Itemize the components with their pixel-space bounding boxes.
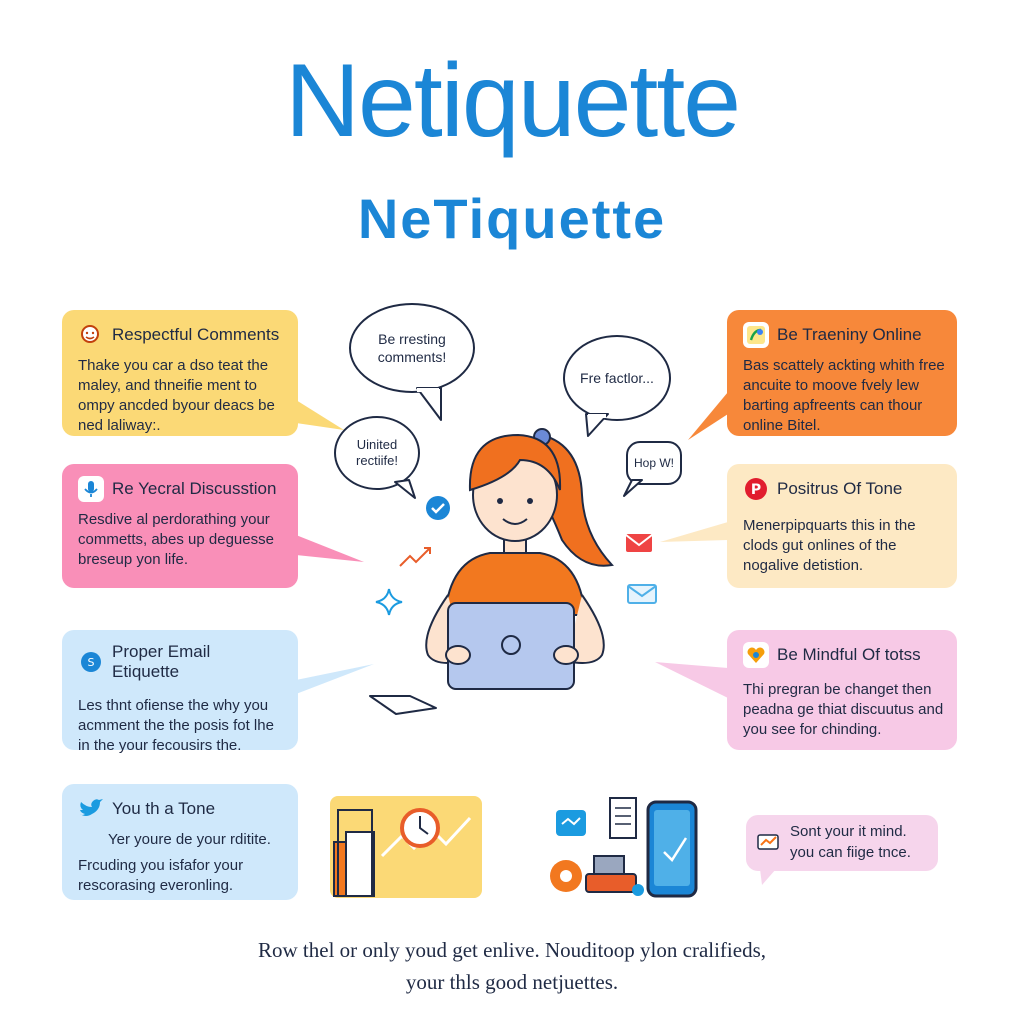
card-mindful (727, 630, 957, 750)
card-line: in the your fecousirs the. (78, 737, 242, 754)
speech-bubble (563, 335, 671, 421)
card-positrus-tone (727, 464, 957, 588)
chat-bubble-icon (78, 649, 104, 675)
footer-line: Row thel or only youd get enlive. Nouditoop ylon cralifieds, (258, 938, 766, 962)
card-line: maley, and thneifie ment to (78, 377, 257, 394)
card-tone (62, 784, 298, 900)
card-line: nogalive detistion. (743, 557, 864, 574)
card-line: Frcuding you isfafor your (78, 857, 244, 874)
card-title: You th a Tone (112, 799, 216, 818)
card-line: ned laliway:. (78, 417, 161, 434)
card-line: Les thnt ofiense the why you (78, 697, 269, 714)
books-clock-illustration (330, 796, 482, 898)
card-line: acmment the the posis fot lhe (78, 717, 274, 734)
mail-icon (624, 532, 654, 554)
card-title: Proper Email Etiquette (112, 642, 211, 681)
sparkle-icon (374, 587, 404, 617)
card-tail (660, 520, 730, 550)
card-line: clods gut onlines of the (743, 537, 897, 554)
card-tail (688, 392, 730, 442)
speech-bubble (349, 303, 475, 393)
check-bubble-icon (424, 494, 454, 524)
card-respectful-comments (62, 310, 298, 436)
card-line: Thake you car a dso teat the (78, 357, 269, 374)
mail-outline-icon (626, 582, 658, 606)
card-line: ancuite to moove fvely lew (743, 377, 919, 394)
girl-with-laptop-illustration (400, 415, 630, 695)
card-line: breseup yon life. (78, 551, 189, 568)
card-email-etiquette (62, 630, 298, 754)
bird-icon (78, 796, 104, 822)
card-line: Yer youre de your rditite. (108, 831, 271, 848)
card-tail (655, 660, 730, 700)
card-discussion (62, 464, 298, 588)
card-line: Sont your it mind. (790, 823, 907, 840)
globe-icon (743, 322, 769, 348)
card-line: Resdive al perdorathing your (78, 511, 270, 528)
bubble-text: Uinited rectiife! (356, 437, 398, 468)
card-line: Thi pregran be changet then (743, 681, 932, 698)
card-training-online (727, 310, 957, 436)
bubble-text: Be rresting comments! (377, 331, 447, 365)
svg-text:S: S (87, 656, 95, 669)
page-subtitle: NeTiquette (357, 187, 667, 250)
bubble-text: Fre factlor... (580, 370, 654, 386)
card-line: Menerpipquarts this in the (743, 517, 916, 534)
card-line: ompy ancded byour deacs be (78, 397, 275, 414)
chat-face-icon (78, 322, 104, 348)
card-title: Positrus Of Tone (777, 479, 903, 498)
card-line: you can fiige tnce. (790, 844, 911, 861)
speech-bubble (626, 441, 682, 485)
card-sont-mind (746, 815, 938, 871)
page-title: Netiquette (284, 43, 740, 159)
card-tail (760, 869, 780, 887)
card-title: Be Traeniny Online (777, 325, 922, 344)
card-title: Re Yecral Discusstion (112, 479, 277, 498)
devices-illustration (548, 792, 704, 902)
heart-badge-icon (743, 642, 769, 668)
svg-text:P: P (750, 482, 762, 498)
trend-arrow-icon (398, 544, 434, 570)
card-tail (296, 395, 346, 435)
footer-line: your thls good netjuettes. (405, 970, 619, 994)
card-tail (296, 662, 376, 702)
card-tail (296, 530, 366, 570)
card-title: Be Mindful Of totss (777, 645, 921, 664)
bubble-text: Hop W! (634, 456, 675, 470)
card-line: peadna ge thiat discuutus and (743, 701, 944, 718)
card-line: commetts, abes up deguesse (78, 531, 274, 548)
phone-flat-icon (366, 690, 440, 716)
microphone-icon (78, 476, 104, 502)
card-title: Respectful Comments (112, 325, 280, 344)
pin-icon (743, 476, 769, 502)
card-line: rescorasing everonling. (78, 877, 234, 894)
card-line: you see for chinding. (743, 721, 882, 738)
card-line: online Bitel. (743, 417, 821, 434)
card-line: barting apfreents can thour (743, 397, 923, 414)
card-line: Bas scattely ackting whith free (743, 357, 945, 374)
chart-card-icon (756, 829, 782, 855)
